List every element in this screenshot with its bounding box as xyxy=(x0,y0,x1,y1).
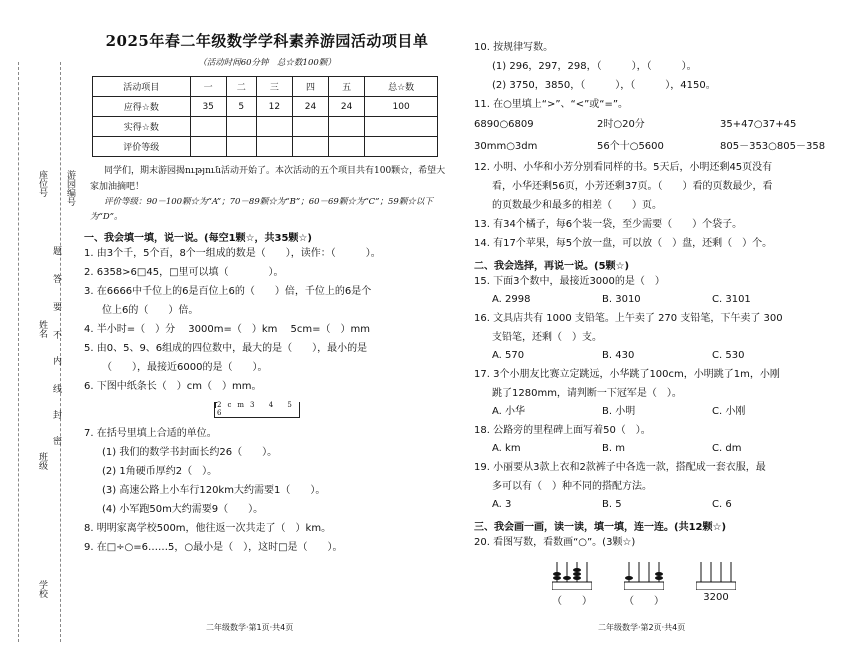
question-continued: 跳了1280mm，请判断一下冠军是（ ）。 xyxy=(492,388,682,399)
table-row xyxy=(93,97,438,117)
table-row xyxy=(93,137,438,157)
compare-item: 805－353○805－358 xyxy=(720,141,826,152)
compare-item: 6890○6809 xyxy=(474,119,534,130)
table-cell: 35 xyxy=(190,97,226,117)
question: 8. 明明家离学校500m，他往返一次共走了（ ）km。 xyxy=(84,523,332,534)
table-cell xyxy=(190,117,226,137)
abacus-group xyxy=(552,560,844,607)
table-header-cell: 五 xyxy=(329,77,365,97)
score-table xyxy=(92,76,438,157)
question-continued: 位上6的（ ）倍。 xyxy=(102,305,199,316)
table-cell: 24 xyxy=(329,97,365,117)
option: C. 6 xyxy=(712,499,732,510)
binding-strip xyxy=(0,0,75,671)
compare-item: 56个十○5600 xyxy=(597,141,664,152)
sub-question: (2) 3750，3850，（ ），（ ），4150。 xyxy=(492,80,716,91)
question: 12. 小明、小华和小芳分别看同样的书。5天后，小明还剩45页没有 xyxy=(474,162,773,173)
question-continued: 多可以有（ ）种不同的搭配方法。 xyxy=(492,481,652,492)
question: 1. 由3个千，5个百，8个一组成的数是（ ），读作：（ ）。 xyxy=(84,248,381,259)
question-continued: （ ），最接近6000的是（ ）。 xyxy=(102,362,268,373)
abacus-answer: （ ） xyxy=(552,596,592,607)
seal-word: 答 xyxy=(51,274,61,283)
section-heading: 三、我会画一画，读一读，填一填，连一连。(共12颗☆) xyxy=(474,522,727,533)
table-cell: 5 xyxy=(226,97,256,117)
question-continued: 看，小华还剩56页，小芳还剩37页。（ ）看的页数最少，看 xyxy=(492,181,773,192)
options xyxy=(474,496,844,514)
option: B. 430 xyxy=(602,350,635,361)
table-header-cell: 四 xyxy=(292,77,328,97)
options xyxy=(474,440,844,458)
ruler-figure xyxy=(214,402,300,418)
option: C. 3101 xyxy=(712,294,751,305)
compare-row xyxy=(474,136,844,158)
abacus-figure xyxy=(696,560,736,607)
question: 5. 由0、5、9、6组成的四位数中，最大的是（ ），最小的是 xyxy=(84,343,368,354)
sub-question: (2) 1角硬币厚约2（ ）。 xyxy=(102,466,218,477)
table-cell xyxy=(190,137,226,157)
table-header-row xyxy=(93,77,438,97)
question-continued: 的页数最少和最多的相差（ ）页。 xyxy=(492,200,662,211)
options xyxy=(474,291,844,309)
question: 16. 文具店共有 1000 支铅笔。上午卖了 270 支铅笔，下午卖了 300 xyxy=(474,313,783,324)
table-cell: 12 xyxy=(256,97,292,117)
question: 2. 6358>6□45，□里可以填（ ）。 xyxy=(84,267,284,278)
table-cell xyxy=(226,137,256,157)
class-label: 班级 xyxy=(37,452,47,470)
table-cell: 实得☆数 xyxy=(93,117,191,137)
compare-item: 2时○20分 xyxy=(597,119,645,130)
question-continued: 支铅笔，还剩（ ）支。 xyxy=(492,332,602,343)
seal-word: 密 xyxy=(51,436,61,445)
seal-line xyxy=(18,62,25,642)
abacus-figure xyxy=(624,560,664,607)
options xyxy=(474,347,844,365)
question: 19. 小丽要从3款上衣和2款裤子中各选一款，搭配成一套衣服，最 xyxy=(474,462,766,473)
table-row xyxy=(93,117,438,137)
compare-item: 35+47○37+45 xyxy=(720,119,797,130)
table-cell xyxy=(292,137,328,157)
seal-word: 不 xyxy=(51,330,61,339)
option: A. 小华 xyxy=(492,406,526,417)
section-heading: 二、我会选择，再说一说。(5颗☆) xyxy=(474,261,630,272)
question: 11. 在○里填上“>”、“<”或“=”。 xyxy=(474,99,629,110)
option: B. 3010 xyxy=(602,294,641,305)
table-cell xyxy=(329,117,365,137)
sub-question: (4) 小军跑50m大约需要9（ ）。 xyxy=(102,504,264,515)
abacus-number: 3200 xyxy=(703,592,729,603)
seal-word: 要 xyxy=(51,302,61,311)
option: A. 2998 xyxy=(492,294,531,305)
intro-text: 同学们，期末游园揭ություն活动开始了。本次活动的五个项目共有100颗☆，希望大家加油摘吧！ xyxy=(90,166,446,192)
question: 3. 在6666中千位上的6是百位上6的（ ）倍，千位上的6是个 xyxy=(84,286,372,297)
abacus-icon xyxy=(696,560,736,590)
seal-word: 线 xyxy=(51,384,61,393)
table-cell xyxy=(365,117,438,137)
abacus-icon xyxy=(552,560,592,590)
page-title: 2025年春二年级数学学科素养游园活动项目单 xyxy=(105,32,429,50)
table-header-cell: 二 xyxy=(226,77,256,97)
option: C. 530 xyxy=(712,350,745,361)
table-cell: 100 xyxy=(365,97,438,117)
page-subtitle: （活动时间60分钟 总☆数100颗） xyxy=(198,58,336,68)
table-cell: 应得☆数 xyxy=(93,97,191,117)
table-cell: 24 xyxy=(292,97,328,117)
compare-row xyxy=(474,114,844,136)
page-footer: 二年级数学·第1页·共4页 xyxy=(206,623,294,632)
abacus-answer: （ ） xyxy=(624,596,664,607)
seal-word: 内 xyxy=(51,356,61,365)
sub-question: (1) 296，297，298，（ ），（ ）。 xyxy=(492,61,697,72)
grade-rule: 评价等级：90－100颗☆为“A”；70－89颗☆为“B”；60－69颗☆为“C”；59颗☆以下为“D”。 xyxy=(90,197,433,222)
question: 13. 有34个橘子，每6个装一袋，至少需要（ ）个袋子。 xyxy=(474,219,743,230)
table-cell xyxy=(256,117,292,137)
option: B. 5 xyxy=(602,499,622,510)
page-footer: 二年级数学·第2页·共4页 xyxy=(598,623,686,632)
ruler-numbers: 2cm3 4 5 6 xyxy=(217,401,298,417)
abacus-figure xyxy=(552,560,592,607)
table-cell xyxy=(329,137,365,157)
question: 20. 看图写数，看数画“○”。(3颗☆) xyxy=(474,537,636,548)
school-label: 学校 xyxy=(37,580,47,598)
table-header-cell: 活动项目 xyxy=(93,77,191,97)
question: 17. 3个小朋友比赛立定跳远，小华跳了100cm，小明跳了1m，小刚 xyxy=(474,369,780,380)
sub-question: (1) 我们的数学书封面长约26（ ）。 xyxy=(102,447,278,458)
question: 15. 下面3个数中，最接近3000的是（ ） xyxy=(474,276,665,287)
question: 10. 按规律写数。 xyxy=(474,42,554,53)
option: A. 570 xyxy=(492,350,525,361)
question: 18. 公路旁的里程碑上面写着50（ ）。 xyxy=(474,425,651,436)
table-cell xyxy=(256,137,292,157)
sub-question: (3) 高速公路上小车行120km大约需要1（ ）。 xyxy=(102,485,326,496)
seal-word: 题 xyxy=(51,246,61,255)
option: B. 小明 xyxy=(602,406,636,417)
table-header-cell: 总☆数 xyxy=(365,77,438,97)
option: C. 小刚 xyxy=(712,406,746,417)
question: 14. 有17个苹果，每5个放一盘，可以放（ ）盘，还剩（ ）个。 xyxy=(474,238,773,249)
option: C. dm xyxy=(712,443,742,454)
section-heading: 一、我会填一填，说一说。(每空1颗☆，共35颗☆) xyxy=(84,233,312,244)
question: 7. 在括号里填上合适的单位。 xyxy=(84,428,217,439)
page-two xyxy=(474,38,844,607)
compare-item: 30mm○3dm xyxy=(474,141,538,152)
option: B. m xyxy=(602,443,625,454)
table-cell xyxy=(292,117,328,137)
question: 9. 在□÷○=6……5，○最小是（ ），这时□是（ ）。 xyxy=(84,542,343,553)
option: A. 3 xyxy=(492,499,512,510)
table-header-cell: 一 xyxy=(190,77,226,97)
option: A. km xyxy=(492,443,521,454)
page-one xyxy=(84,30,450,557)
question: 6. 下图中纸条长（ ）cm（ ）mm。 xyxy=(84,381,262,392)
options xyxy=(474,403,844,421)
seat-number-label: 座位号 xyxy=(37,170,47,197)
table-header-cell: 三 xyxy=(256,77,292,97)
abacus-icon xyxy=(624,560,664,590)
seal-line xyxy=(60,62,67,642)
venue-number-label: 游园编号 xyxy=(65,170,75,206)
question: 4. 半小时=（ ）分 3000m=（ ）km 5cm=（ ）mm xyxy=(84,324,371,335)
seal-word: 封 xyxy=(51,410,61,419)
table-cell: 评价等级 xyxy=(93,137,191,157)
name-label: 姓名 xyxy=(37,320,47,338)
table-cell xyxy=(226,117,256,137)
table-cell xyxy=(365,137,438,157)
